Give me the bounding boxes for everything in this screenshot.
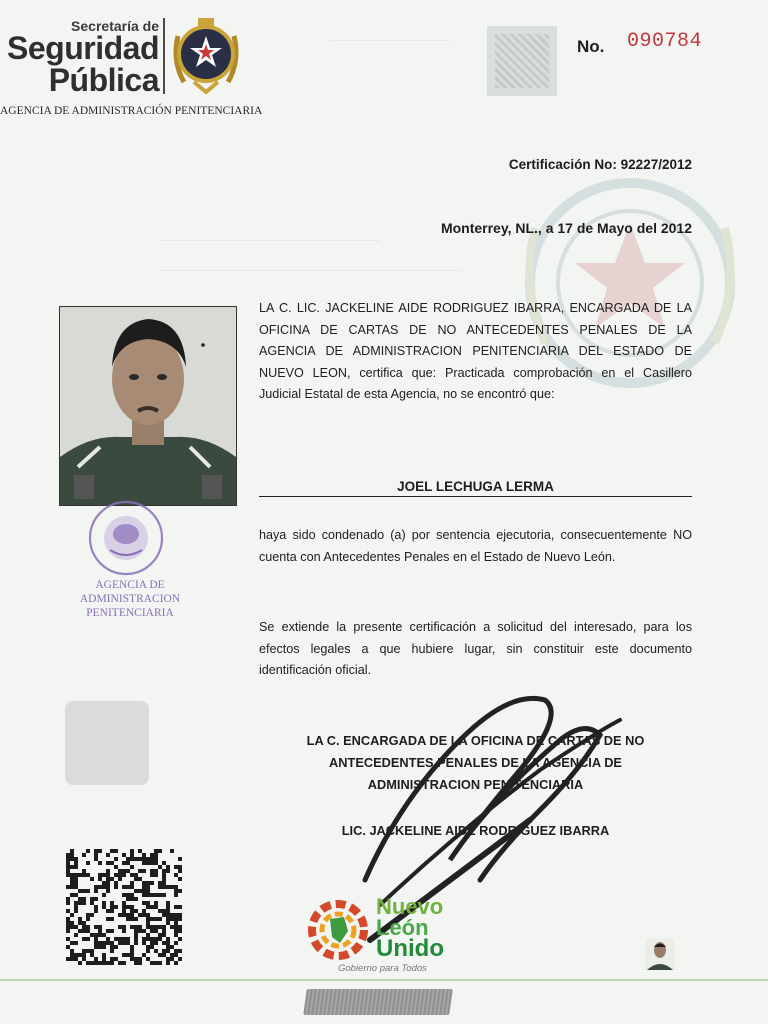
logo-word-nuevo: Nuevo — [376, 894, 444, 919]
qr-code — [66, 848, 182, 966]
agency-seal-text — [50, 578, 210, 620]
agency-name-header: AGENCIA DE ADMINISTRACIÓN PENITENCIARIA — [0, 105, 263, 117]
footer-rule — [0, 979, 768, 981]
folio-label: No. — [577, 37, 605, 56]
security-strip — [303, 989, 453, 1015]
stamp-line-2: PENITENCIARIA — [86, 607, 174, 619]
logo-tagline: Gobierno para Todos — [338, 963, 427, 974]
logo-line-small: Secretaría de — [71, 18, 159, 34]
nuevo-leon-emblem-icon — [304, 897, 372, 963]
stamp-line-1: AGENCIA DE ADMINISTRACION — [79, 579, 181, 605]
security-ministry-logo — [4, 16, 244, 98]
logo-line-big1: Seguridad — [7, 30, 159, 66]
place-and-date: Monterrey, NL., a 17 de Mayo del 2012 — [440, 220, 692, 236]
nuevo-leon-unido-logo — [304, 893, 464, 975]
signer-title-line-1: LA C. ENCARGADA DE LA OFICINA DE CARTAS DE NO — [306, 733, 645, 748]
hologram-placeholder — [65, 701, 149, 785]
signer-title-line-2: ANTECEDENTES PENALES DE LA AGENCIA DE — [329, 755, 622, 770]
logo-word-unido: Unido — [376, 935, 444, 962]
logo-word-leon: León — [376, 915, 429, 940]
ministry-emblem-icon — [170, 16, 242, 96]
signer-title-line-3: ADMINISTRACION PENITENCIARIA — [367, 777, 584, 792]
watermark-line — [160, 270, 460, 271]
mini-subject-photo — [645, 938, 675, 970]
signer-name: LIC. JACKELINE AIDE RODRIGUEZ IBARRA — [341, 823, 610, 838]
subject-photo — [59, 306, 237, 506]
logo-divider — [163, 18, 165, 94]
no-record-paragraph: haya sido condenado (a) por sentencia ejecutoria, consecuentemente NO cuenta con Antecedentes Penales en el Estado de Nuevo León. — [259, 528, 692, 564]
logo-line-big2: Pública — [48, 62, 159, 98]
hologram-stamp — [487, 26, 557, 96]
subject-name: JOEL LECHUGA LERMA — [259, 479, 692, 497]
folio-number: 090784 — [627, 30, 703, 53]
certification-number: Certificación No: 92227/2012 — [508, 157, 692, 172]
certification-paragraph: LA C. LIC. JACKELINE AIDE RODRIGUEZ IBARRA, ENCARGADA DE LA OFICINA DE CARTAS DE NO ANTECEDENTES PENALES DE LA AGENCIA DE ADMINISTRACION PENITENCIARIA DEL ESTADO DE NUEVO LEON, certifica que: Practicada comprobación en el Casillero Judicial Estatal de esta Agencia, no se encontró que: — [259, 301, 692, 401]
watermark-line — [160, 240, 380, 241]
watermark-line — [330, 40, 450, 41]
purpose-paragraph: Se extiende la presente certificación a solicitud del interesado, para los efectos legales a que hubiere lugar, sin constituir este documento identificación oficial. — [259, 620, 692, 677]
